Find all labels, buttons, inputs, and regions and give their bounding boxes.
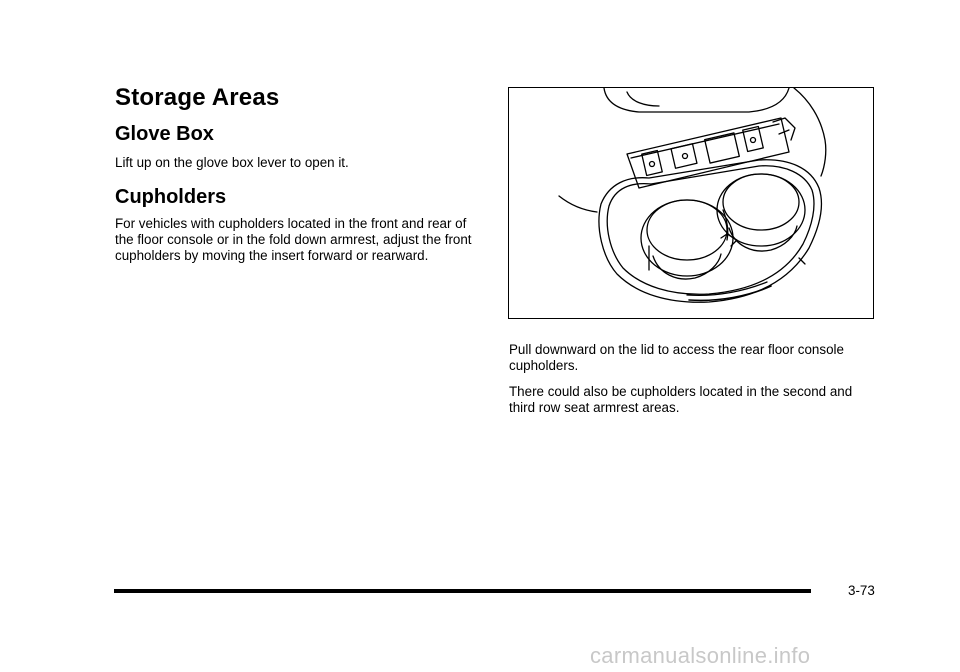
cupholders-text: For vehicles with cupholders located in the front and rear of the floor console or in the fold down armrest, adjust the front cupholders by moving the insert forward or rearward. [115, 216, 472, 263]
cupholders-heading: Cupholders [115, 186, 227, 208]
watermark: carmanualsonline.info [590, 643, 811, 668]
cupholder-drawing [509, 88, 874, 319]
rear-console-text: Pull downward on the lid to access the rear floor console cupholders. [509, 342, 844, 373]
cupholder-illustration [508, 87, 874, 319]
glove-box-text: Lift up on the glove box lever to open it. [115, 155, 349, 170]
footer-rule [114, 589, 811, 593]
page-number: 3-73 [848, 583, 875, 598]
glove-box-heading: Glove Box [115, 123, 214, 145]
page-title: Storage Areas [115, 84, 280, 111]
armrest-cupholders-text: There could also be cupholders located in the second and third row seat armrest areas. [509, 384, 853, 415]
